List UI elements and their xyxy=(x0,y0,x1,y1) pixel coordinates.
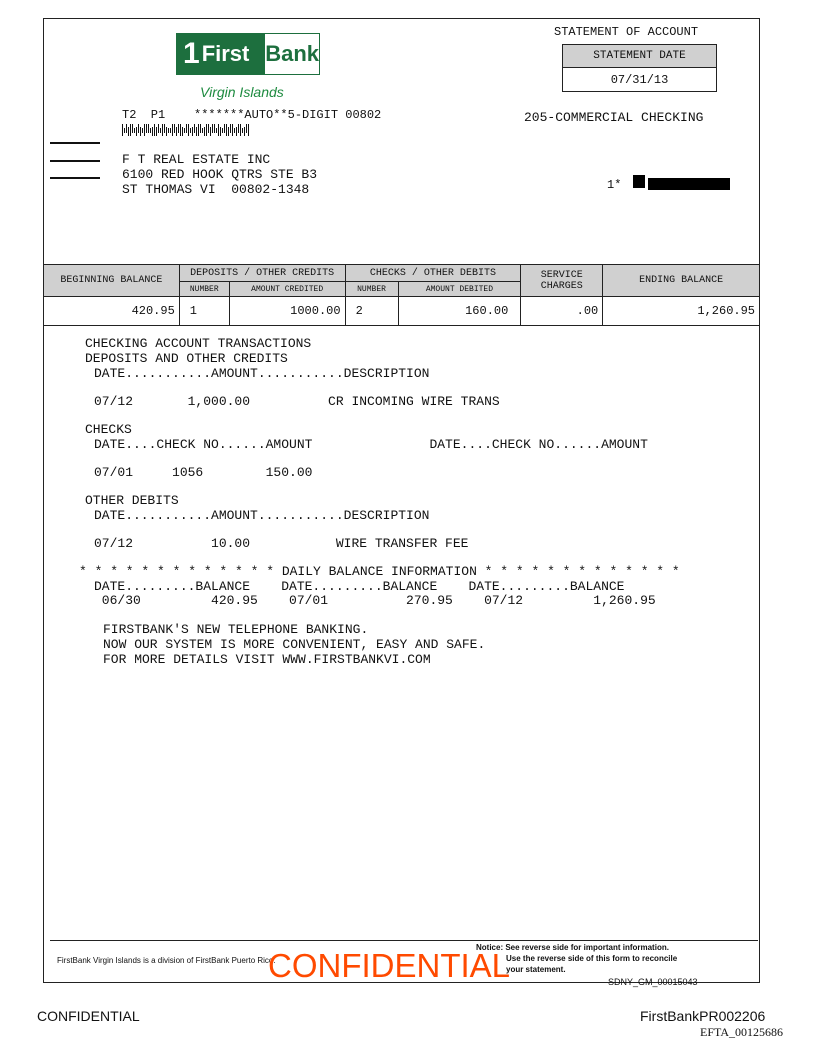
promo-line-1: FIRSTBANK'S NEW TELEPHONE BANKING. xyxy=(103,622,369,637)
region-label: Virgin Islands xyxy=(200,84,284,100)
fold-mark xyxy=(50,160,100,162)
barcode-bar xyxy=(192,127,193,136)
deposits-header: DATE...........AMOUNT...........DESCRIPTION xyxy=(94,366,430,381)
barcode-bar xyxy=(138,124,139,133)
promo-line-3: FOR MORE DETAILS VISIT WWW.FIRSTBANKVI.COM xyxy=(103,652,431,667)
barcode-bar xyxy=(230,124,231,133)
barcode-bar xyxy=(162,124,163,136)
daily-balance-header: * * * * * * * * * * * * * DAILY BALANCE INFORMATION * * * * * * * * * * * * * xyxy=(79,564,680,579)
account-type: 205-COMMERCIAL CHECKING xyxy=(524,110,704,125)
statement-date-label: STATEMENT DATE xyxy=(563,45,716,68)
barcode-bar xyxy=(206,124,207,136)
barcode-bar xyxy=(226,124,227,136)
barcode-bar xyxy=(200,124,201,133)
barcode-bar xyxy=(234,128,235,133)
bates-number: FirstBankPR002206 xyxy=(640,1008,766,1024)
other-debits-header: DATE...........AMOUNT...........DESCRIPTION xyxy=(94,508,430,523)
efta-number: EFTA_00125686 xyxy=(700,1025,784,1039)
barcode-bar xyxy=(196,127,197,136)
notice-line-2: Use the reverse side of this form to reconcile xyxy=(506,954,678,963)
firstbank-logo xyxy=(176,33,320,75)
barcode-bar xyxy=(186,124,187,133)
header-deposits: DEPOSITS / OTHER CREDITS xyxy=(179,265,345,282)
postal-barcode xyxy=(122,124,374,136)
barcode-bar xyxy=(176,127,177,136)
barcode-bar xyxy=(146,124,147,133)
logo-bank: Bank xyxy=(265,34,319,74)
mail-line: T2 P1 *******AUTO**5-DIGIT 00802 xyxy=(122,108,382,122)
section-title: CHECKING ACCOUNT TRANSACTIONS xyxy=(85,336,312,351)
barcode-bar xyxy=(180,124,181,136)
barcode-bar xyxy=(248,124,249,136)
barcode-bar xyxy=(154,124,155,136)
barcode-bar xyxy=(148,124,149,133)
logo-first: First xyxy=(201,41,250,66)
checks-title: CHECKS xyxy=(85,422,132,437)
header-amount-credited: AMOUNT CREDITED xyxy=(229,282,345,297)
account-summary-table xyxy=(43,264,760,326)
statement-date: 07/31/13 xyxy=(610,73,669,87)
barcode-bar xyxy=(132,124,133,133)
header-checks: CHECKS / OTHER DEBITS xyxy=(345,265,521,282)
barcode-bar xyxy=(194,124,195,133)
barcode-bar xyxy=(174,124,175,133)
other-debits-title: OTHER DEBITS xyxy=(85,493,179,508)
confidential-stamp: CONFIDENTIAL xyxy=(268,947,511,984)
barcode-bar xyxy=(156,127,157,136)
address-line-3: ST THOMAS VI 00802-1348 xyxy=(122,182,310,197)
logo-one: 1 xyxy=(183,37,200,70)
amount-debited-value: 160.00 xyxy=(398,297,521,326)
barcode-bar xyxy=(170,128,171,133)
barcode-bar xyxy=(164,124,165,133)
barcode-bar xyxy=(240,124,241,136)
amount-credited-value: 1000.00 xyxy=(229,297,345,326)
barcode-bar xyxy=(218,124,219,136)
fold-mark xyxy=(50,142,100,144)
notice-line-1: Notice: See reverse side for important information. xyxy=(476,943,669,952)
beginning-balance-value: 420.95 xyxy=(44,297,180,326)
barcode-bar xyxy=(152,127,153,136)
barcode-bar xyxy=(128,127,129,136)
barcode-bar xyxy=(222,128,223,133)
barcode-bar xyxy=(150,128,151,133)
barcode-bar xyxy=(190,128,191,133)
barcode-bar xyxy=(122,124,123,136)
barcode-bar xyxy=(212,124,213,133)
header-beginning-balance: BEGINNING BALANCE xyxy=(44,265,180,297)
barcode-bar xyxy=(224,124,225,133)
barcode-bar xyxy=(238,124,239,133)
service-charges-value: .00 xyxy=(521,297,603,326)
sdny-id: SDNY_GM_00015043 xyxy=(608,977,698,987)
barcode-bar xyxy=(188,124,189,136)
barcode-bar xyxy=(228,127,229,136)
header-ending-balance: ENDING BALANCE xyxy=(603,265,760,297)
promo-line-2: NOW OUR SYSTEM IS MORE CONVENIENT, EASY AND SAFE. xyxy=(103,637,486,652)
confidential-label: CONFIDENTIAL xyxy=(37,1008,140,1024)
deposits-title: DEPOSITS AND OTHER CREDITS xyxy=(85,351,288,366)
statement-title: STATEMENT OF ACCOUNT xyxy=(554,25,699,39)
barcode-bar xyxy=(184,128,185,133)
barcode-bar xyxy=(124,128,125,133)
barcode-bar xyxy=(202,128,203,133)
barcode-bar xyxy=(208,124,209,133)
notice-line-3: your statement. xyxy=(506,965,566,974)
footer-divider xyxy=(50,940,758,941)
barcode-bar xyxy=(134,128,135,133)
address-line-2: 6100 RED HOOK QTRS STE B3 xyxy=(122,167,318,182)
checks-header: DATE....CHECK NO......AMOUNT DATE....CHECK NO......AMOUNT xyxy=(94,437,648,452)
barcode-bar xyxy=(182,127,183,136)
header-service-charges-line2: CHARGES xyxy=(540,280,583,292)
account-prefix: 1* xyxy=(607,178,622,192)
barcode-bar xyxy=(246,124,247,133)
check-row: 07/01 1056 150.00 xyxy=(94,465,313,480)
barcode-bar xyxy=(232,124,233,136)
header-service-charges-line1: SERVICE xyxy=(540,269,583,281)
barcode-bar xyxy=(204,127,205,136)
barcode-bar xyxy=(210,127,211,136)
barcode-bar xyxy=(242,128,243,133)
barcode-bar xyxy=(142,128,143,133)
barcode-bar xyxy=(236,127,237,136)
barcode-bar xyxy=(214,124,215,133)
barcode-bar xyxy=(130,124,131,136)
barcode-bar xyxy=(126,124,127,133)
barcode-bar xyxy=(172,124,173,136)
barcode-bar xyxy=(178,124,179,133)
statement-date-box xyxy=(562,44,717,92)
barcode-bar xyxy=(160,128,161,133)
checks-number-value: 2 xyxy=(345,297,398,326)
redaction-block xyxy=(648,178,730,190)
barcode-bar xyxy=(220,127,221,136)
other-debit-row: 07/12 10.00 WIRE TRANSFER FEE xyxy=(94,536,469,551)
header-amount-debited: AMOUNT DEBITED xyxy=(398,282,521,297)
division-note: FirstBank Virgin Islands is a division of FirstBank Puerto Rico. xyxy=(57,956,276,965)
header-service-charges xyxy=(521,265,603,297)
header-deposits-number: NUMBER xyxy=(179,282,229,297)
redaction-block xyxy=(633,175,645,188)
deposit-row: 07/12 1,000.00 CR INCOMING WIRE TRANS xyxy=(94,394,500,409)
barcode-bar xyxy=(136,127,137,136)
barcode-bar xyxy=(144,124,145,136)
address-line-1: F T REAL ESTATE INC xyxy=(122,152,271,167)
barcode-bar xyxy=(158,124,159,133)
daily-balance-columns: DATE.........BALANCE DATE.........BALANCE DATE.........BALANCE xyxy=(94,579,625,594)
barcode-bar xyxy=(198,124,199,136)
header-checks-number: NUMBER xyxy=(345,282,398,297)
barcode-bar xyxy=(168,128,169,133)
barcode-bar xyxy=(166,127,167,136)
ending-balance-value: 1,260.95 xyxy=(603,297,760,326)
barcode-bar xyxy=(140,127,141,136)
fold-mark xyxy=(50,177,100,179)
barcode-bar xyxy=(216,128,217,133)
deposits-number-value: 1 xyxy=(179,297,229,326)
barcode-bar xyxy=(244,127,245,136)
daily-balance-row: 06/30 420.95 07/01 270.95 07/12 1,260.95 xyxy=(94,593,656,608)
